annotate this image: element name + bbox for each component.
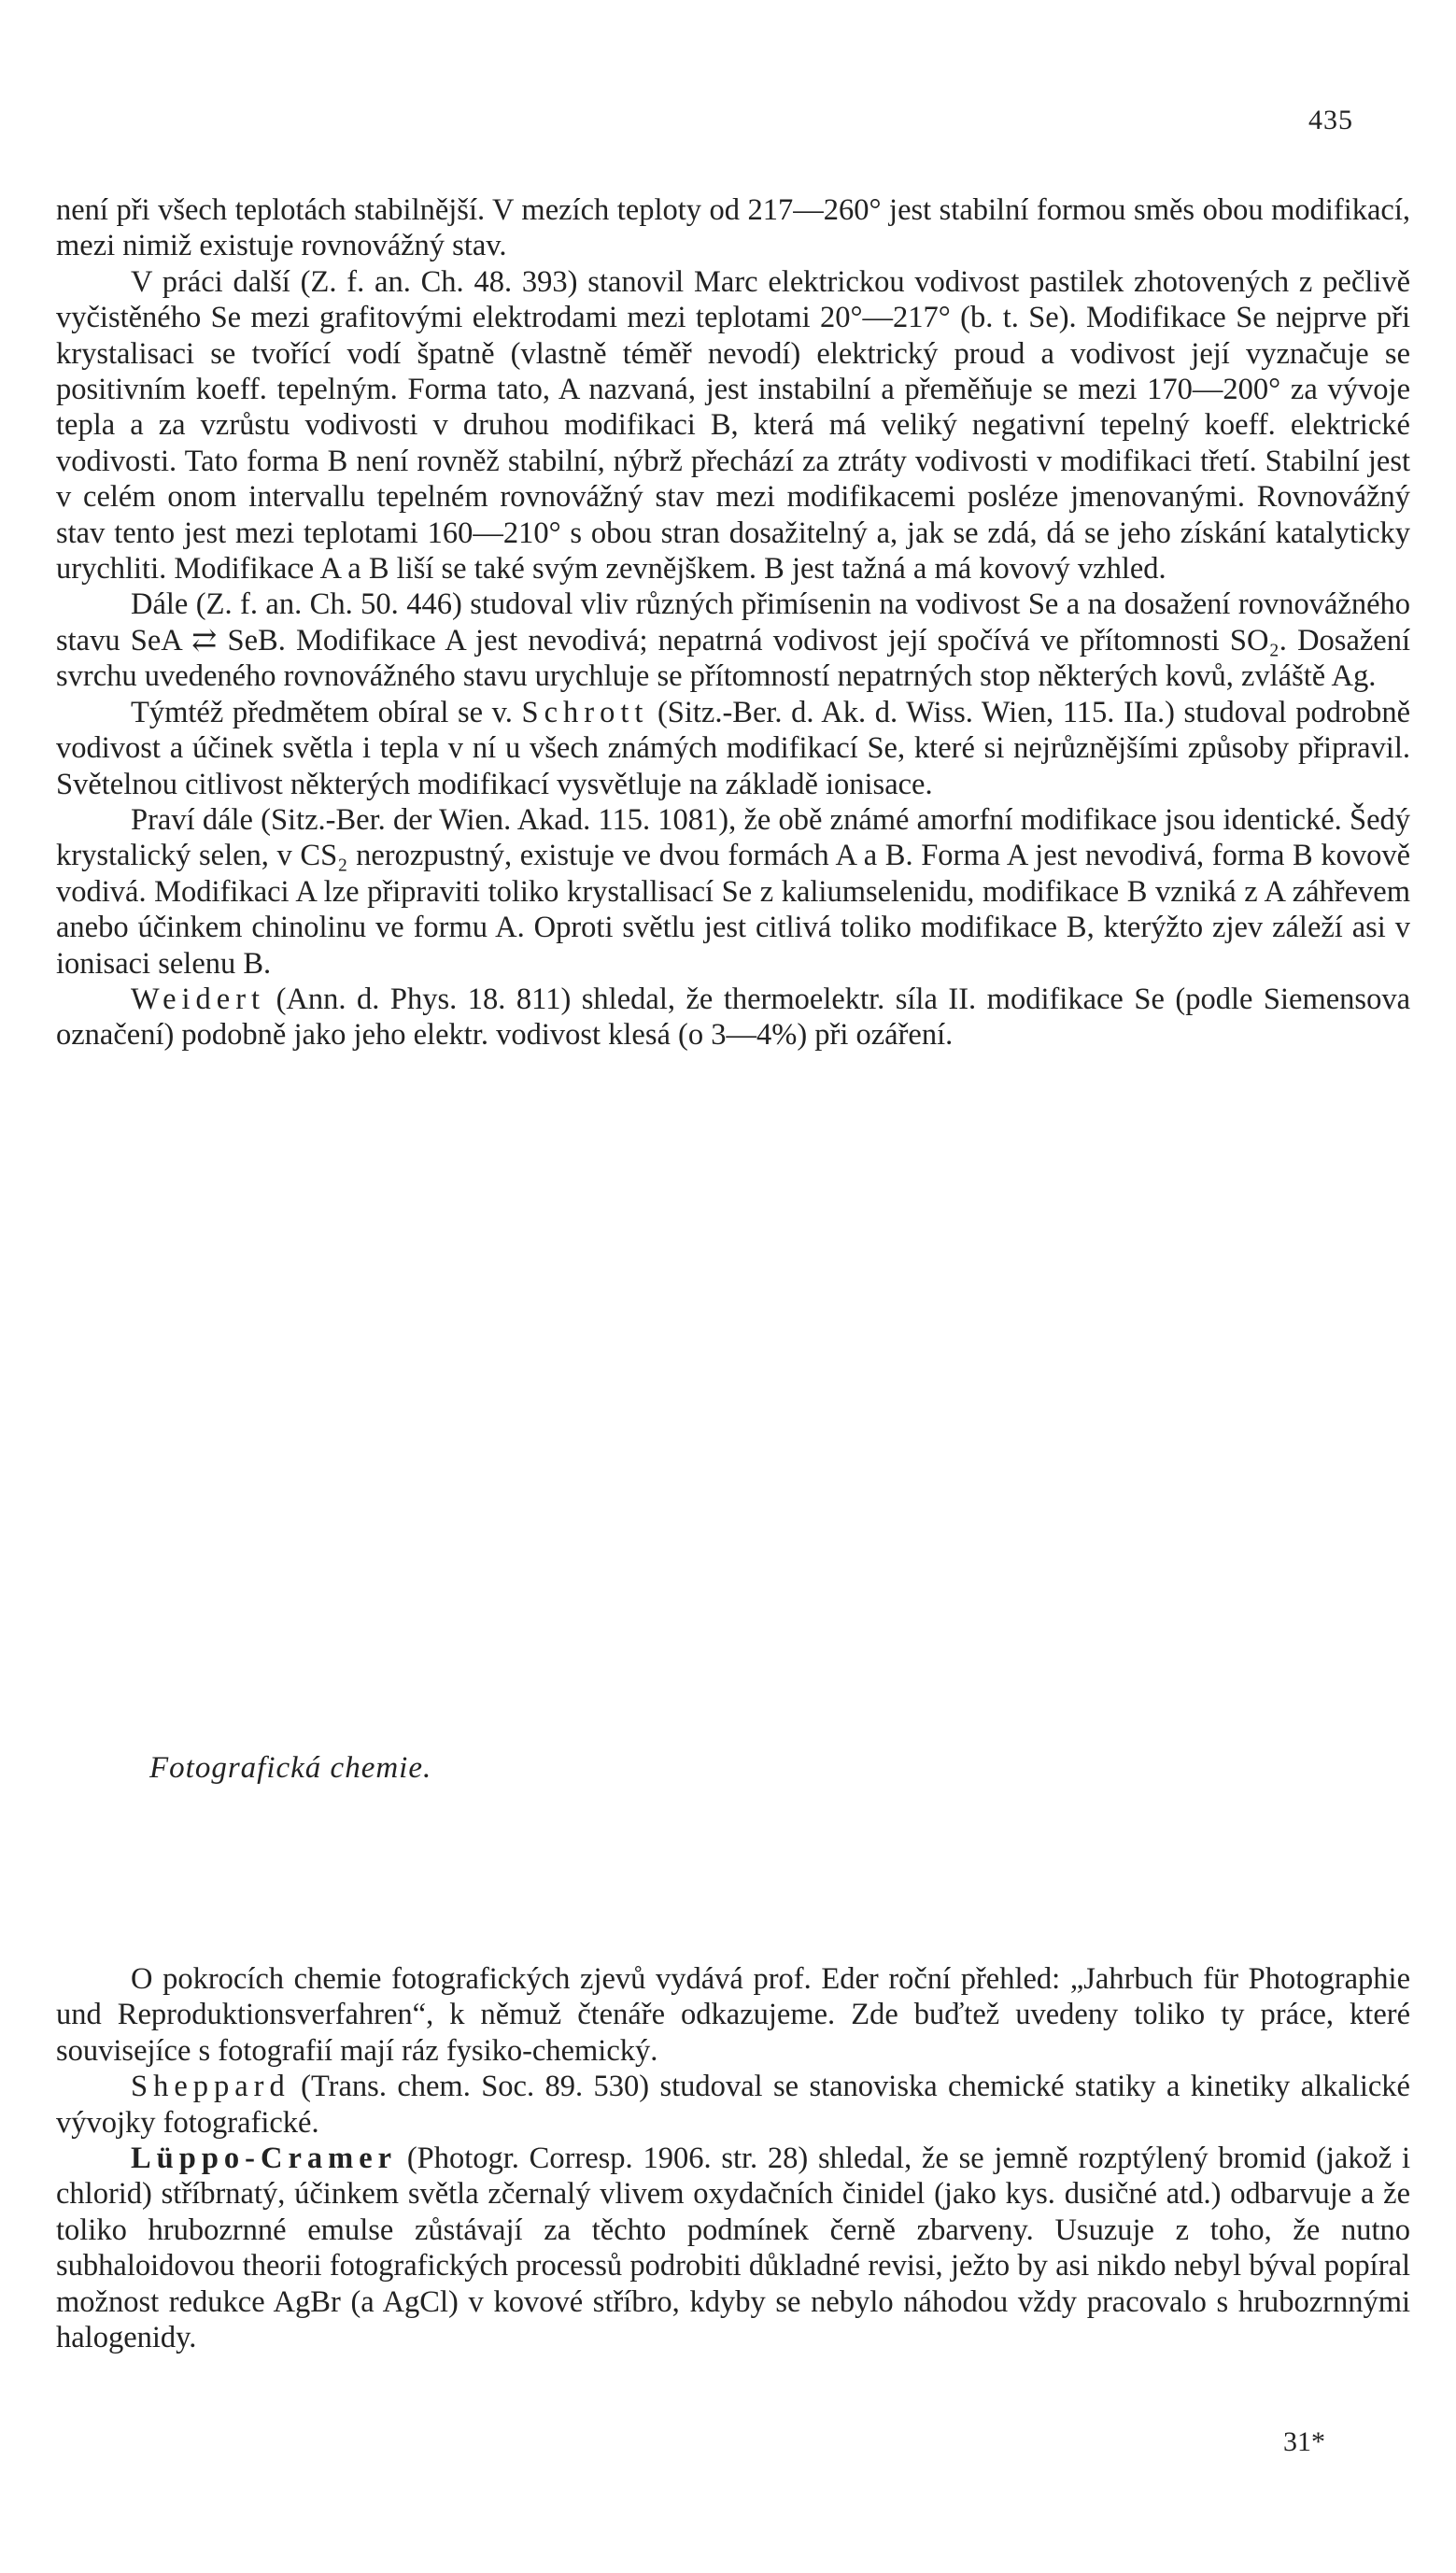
paragraph-8 (56, 2069, 1410, 2141)
paragraph-8-text: (Trans. chem. Soc. 89. 530) studoval se stanoviska chemické statiky a kinetiky alkalické vývojky fotografické. (56, 2070, 1410, 2140)
author-sheppard: Sheppard (131, 2070, 290, 2104)
text-block-photochemistry (56, 1961, 1410, 2355)
paragraph-6 (56, 982, 1410, 1053)
author-luppo-cramer: Lüppo-Cramer (131, 2142, 398, 2176)
paragraph-9-text: (Photogr. Corresp. 1906. str. 28) shledal, že se jemně rozptýlený bromid (jakož i chlorid) stříbrnatý, účinkem světla zčernalý vlivem oxydačních činidel (jako kys. dusičné atd.) odbarvuje a že toliko hrubozrnné emulse zůstávají za těchto podmínek černě zbarveny. Usuzuje z toho, že nutno subhaloidovou theorii fotografických processů podrobiti důkladné revisi, ježto by asi nikdo nebyl býval popíral možnost redukce AgBr (a AgCl) v kovové stříbro, kdyby se nebylo náhodou vždy pracovalo s hrubozrnnými halogenidy. (56, 2142, 1410, 2355)
paragraph-4-text: (Sitz.-Ber. d. Ak. d. Wiss. Wien, 115. IIa.) studoval podrobně vodivost a účinek světla i tepla v ní u všech známých modifikací Se, které si nejrůznějšími způsoby připravil. Světelnou citlivost některých modifikací vysvětluje na základě ionisace. (56, 695, 1411, 801)
author-weidert: Weidert (131, 982, 266, 1016)
paragraph-9 (56, 2141, 1410, 2355)
paragraph-1: není při všech teplotách stabilnější. V mezích teploty od 217—260° jest stabilní formou směs obou modifikací, mezi nimiž existuje rovnovážný stav. (56, 193, 1410, 263)
signature-mark: 31* (1283, 2426, 1325, 2457)
text-block-selenium (56, 192, 1410, 1053)
paragraph-6-text: (Ann. d. Phys. 18. 811) shledal, že thermoelektr. síla II. modifikace Se (podle Siemensova označení) podobně jako jeho elektr. vodivost klesá (o 3—4%) při ozáření. (56, 982, 1410, 1053)
paragraph-4-pre: Týmtéž předmětem obíral se v. (131, 695, 522, 729)
paragraph-2: V práci další (Z. f. an. Ch. 48. 393) stanovil Marc elektrickou vodivost pastilek zhotovených z pečlivě vyčistěného Se mezi grafitovými elektrodami mezi teplotami 20°—217° (b. t. Se). Modifikace Se nejprve při krystalisaci se tvořící vodí špatně (vlastně téměř nevodí) elektrický proud a vodivost její vyznačuje se positivním koeff. tepelným. Forma tato, A nazvaná, jest instabilní a přeměňuje se mezi 170—200° za vývoje tepla a za vzrůstu vodivosti v druhou modifikaci B, která má veliký negativní tepelný koeff. elektrické vodivosti. Tato forma B není rovněž stabilní, nýbrž přechází za ztráty vodivosti v modifikaci třetí. Stabilní jest v celém onom intervallu tepelném rovnovážný stav mezi modifikacemi posléze jmenovanými. Rovnovážný stav tento jest mezi teplotami 160—210° s obou stran dosažitelný a, jak se zdá, dá se jeho získání katalyticky urychliti. Modifikace A a B liší se také svým zevnějškem. B jest tažná a má kovový vzhled. (56, 264, 1410, 587)
page-number: 435 (1308, 105, 1353, 135)
paragraph-5: Praví dále (Sitz.-Ber. der Wien. Akad. 115. 1081), že obě známé amorfní modifikace jsou identické. Šedý krystalický selen, v CS₂ nerozpustný, existuje ve dvou formách A a B. Forma A jest nevodivá, forma B kovově vodivá. Modifikaci A lze připraviti toliko krystallisací Se z kaliumselenidu, modifikace B vzniká z A záhřevem anebo účinkem chinolinu ve formu A. Oproti světlu jest citlivá toliko modifikace B, kterýžto zjev záleží asi v ionisaci selenu B. (56, 802, 1410, 981)
author-schrott: Schrott (521, 695, 649, 729)
paragraph-3: Dále (Z. f. an. Ch. 50. 446) studoval vliv různých přimísenin na vodivost Se a na dosažení rovnovážného stavu SeA ⇄ SeB. Modifikace A jest nevodivá; nepatrná vodivost její spočívá ve přítomnosti SO₂. Dosažení svrchu uvedeného rovnovážného stavu urychluje se přítomností nepatrných stop některých kovů, zvláště Ag. (56, 587, 1410, 694)
paragraph-4 (56, 695, 1410, 802)
paragraph-7: O pokrocích chemie fotografických zjevů vydává prof. Eder roční přehled: „Jahrbuch für Photographie und Reproduktionsverfahren“, k němuž čtenáře odkazujeme. Zde buďtež uvedeny toliko ty práce, které souvisejíce s fotografií mají ráz fysiko-chemický. (56, 1962, 1410, 2068)
section-heading: Fotografická chemie. (149, 1751, 432, 1785)
